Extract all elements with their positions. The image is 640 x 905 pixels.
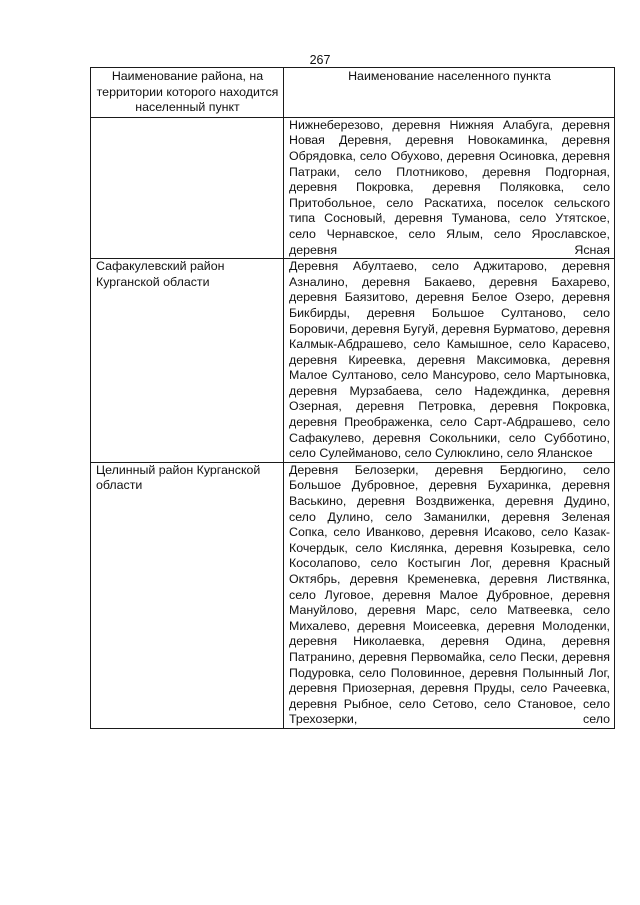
header-settlement: Наименование населенного пункта: [284, 68, 615, 118]
district-cell: Сафакулевский район Курганской области: [91, 259, 284, 463]
table-header-row: [91, 68, 615, 118]
header-district: Наименование района, на территории которого находится населенный пункт: [91, 68, 284, 118]
table-row: [91, 462, 615, 728]
table-row: [91, 259, 615, 463]
table-row: [91, 117, 615, 258]
settlement-list-cell: Нижнеберезово, деревня Нижняя Алабуга, деревня Новая Деревня, деревня Новокаминка, деревня Обрядовка, село Обухово, деревня Осиновка, деревня Патраки, село Плотниково, деревня Подгорная, деревня Покровка, деревня Поляковка, село Притобольное, село Раскатиха, поселок сельского типа Сосновый, деревня Туманова, село Утятское, село Чернавское, село Ялым, село Ярославское, деревня Ясная: [284, 117, 615, 258]
settlements-table: [90, 67, 615, 729]
district-cell: [91, 117, 284, 258]
district-cell: Целинный район Курганской области: [91, 462, 284, 728]
settlement-list-cell: Деревня Белозерки, деревня Бердюгино, село Большое Дубровное, деревня Бухаринка, деревня Васькино, деревня Воздвиженка, деревня Дудино, село Дулино, село Заманилки, деревня Зеленая Сопка, село Иванково, деревня Исаково, село Казак-Кочердык, село Кислянка, деревня Козыревка, село Косолапово, село Костыгин Лог, деревня Красный Октябрь, деревня Кременевка, деревня Листвянка, село Луговое, деревня Малое Дубровное, деревня Мануйлово, деревня Марс, село Матвеевка, село Михалево, деревня Моисеевка, деревня Молоденки, деревня Николаевка, деревня Одина, деревня Патранино, деревня Первомайка, село Пески, деревня Подуровка, село Половинное, деревня Полынный Лог, деревня Приозерная, деревня Пруды, село Рачеевка, деревня Рыбное, село Сетово, село Становое, село Трехозерки, село: [284, 462, 615, 728]
page-number: 267: [309, 53, 331, 67]
settlement-list-cell: Деревня Абултаево, село Аджитарово, деревня Азналино, деревня Бакаево, деревня Бахарево, деревня Баязитово, деревня Белое Озеро, деревня Бикбирды, деревня Большое Султаново, село Боровичи, деревня Бугуй, деревня Бурматово, деревня Калмык-Абдрашево, село Камышное, село Карасево, деревня Киреевка, деревня Максимовка, деревня Малое Султаново, село Мансурово, село Мартыновка, деревня Мурзабаева, село Надеждинка, деревня Озерная, деревня Петровка, деревня Покровка, деревня Преображенка, село Сарт-Абдрашево, село Сафакулево, деревня Сокольники, село Субботино, село Сулейманово, село Сулюклино, село Яланское: [284, 259, 615, 463]
